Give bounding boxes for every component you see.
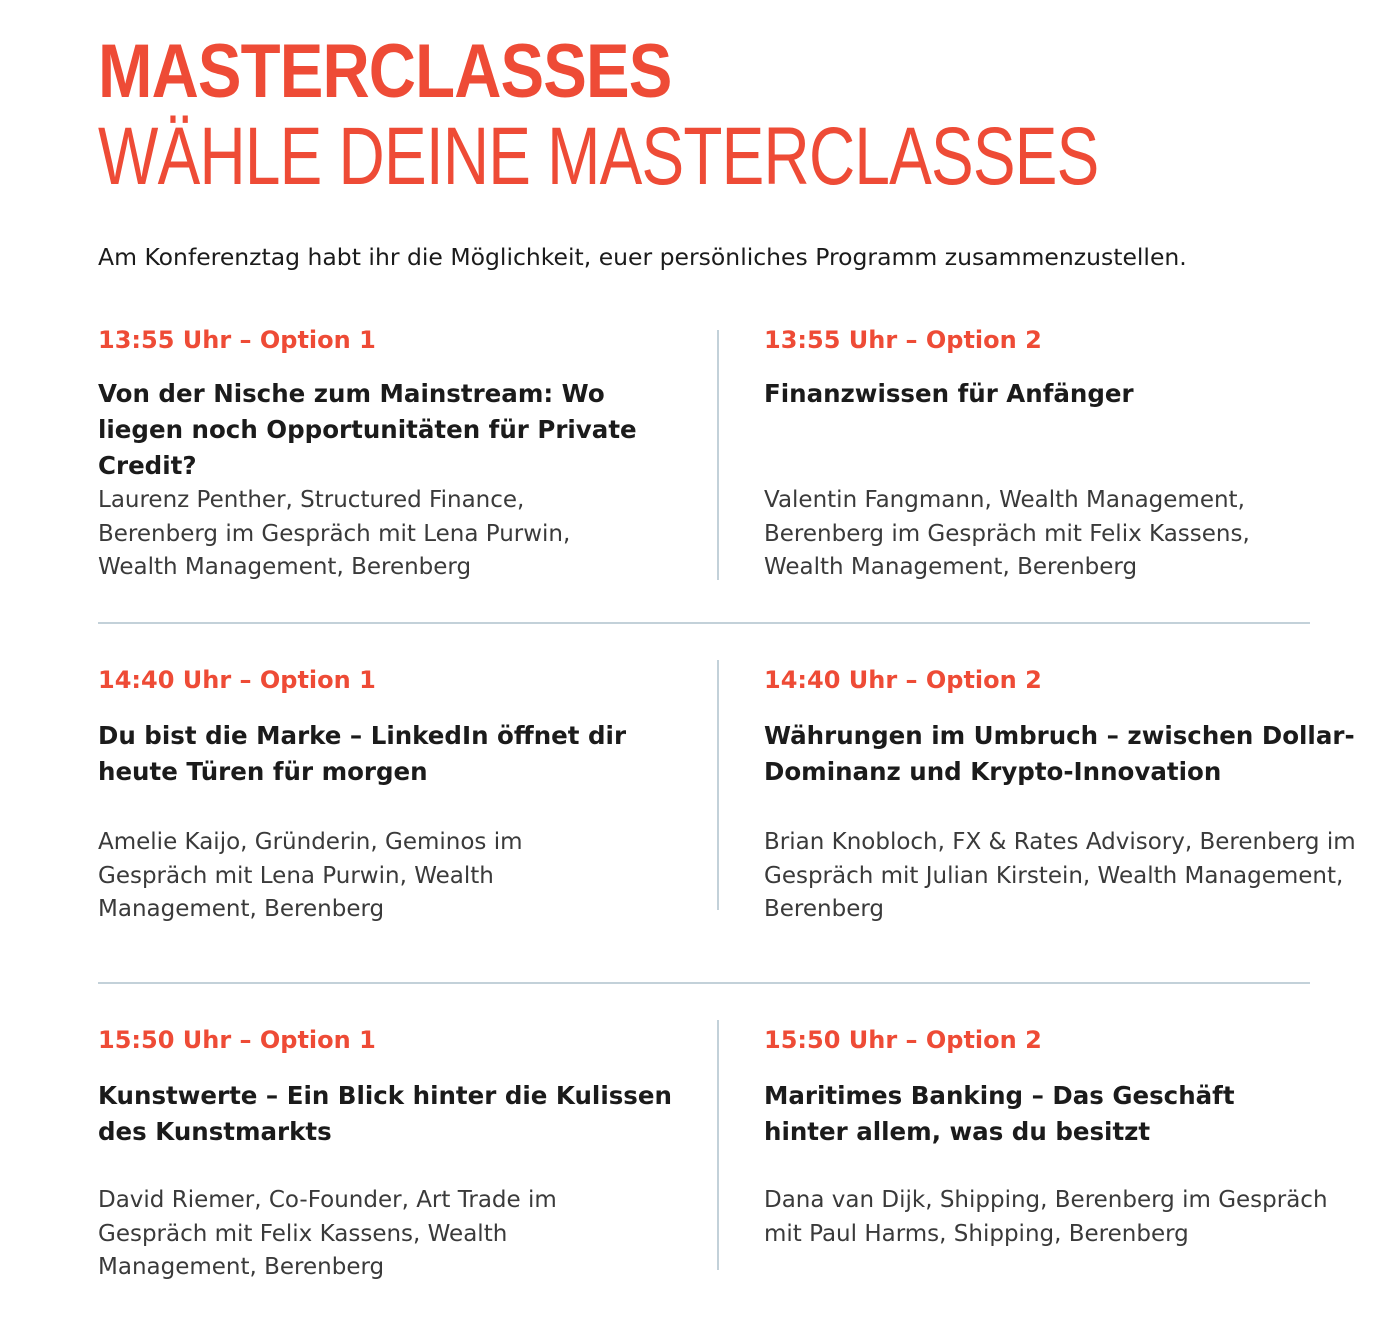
session-title: Von der Nische zum Mainstream: Wo liegen noch Opportunitäten für Private Credit?	[98, 379, 637, 480]
page-subtitle: WÄHLE DEINE MASTERCLASSES	[98, 111, 1099, 202]
row-divider	[98, 622, 1310, 624]
session-time: 13:55 Uhr – Option 2	[764, 326, 1042, 354]
intro-text: Am Konferenztag habt ihr die Möglichkeit, euer persönliches Programm zusammenzustellen.	[98, 243, 1187, 271]
column-divider	[717, 660, 719, 910]
session-speakers: Amelie Kaijo, Gründerin, Geminos im Gespräch mit Lena Purwin, Wealth Management, Berenberg	[98, 829, 523, 922]
session-title: Du bist die Marke – LinkedIn öffnet dir heute Türen für morgen	[98, 721, 627, 786]
column-divider	[717, 1020, 719, 1270]
session-time: 14:40 Uhr – Option 1	[98, 666, 376, 694]
session-title: Währungen im Umbruch – zwischen Dollar-Dominanz und Krypto-Innovation	[764, 721, 1355, 786]
session-title: Maritimes Banking – Das Geschäft hinter allem, was du besitzt	[764, 1081, 1235, 1146]
session-speakers: Dana van Dijk, Shipping, Berenberg im Gespräch mit Paul Harms, Shipping, Berenberg	[764, 1187, 1328, 1247]
session-speakers: Laurenz Penther, Structured Finance, Berenberg im Gespräch mit Lena Purwin, Wealth Management, Berenberg	[98, 487, 571, 580]
row-divider	[98, 982, 1310, 984]
session-1550-option-1	[98, 1024, 698, 1294]
session-1355-option-1	[98, 324, 698, 584]
session-1355-option-2	[764, 324, 1364, 584]
page-title: MASTERCLASSES	[98, 29, 672, 114]
session-title: Finanzwissen für Anfänger	[764, 379, 1134, 408]
session-title: Kunstwerte – Ein Blick hinter die Kulissen des Kunstmarkts	[98, 1081, 672, 1146]
session-time: 13:55 Uhr – Option 1	[98, 326, 376, 354]
session-1550-option-2	[764, 1024, 1364, 1294]
session-time: 14:40 Uhr – Option 2	[764, 666, 1042, 694]
column-divider	[717, 330, 719, 580]
session-1440-option-2	[764, 664, 1364, 934]
session-speakers: Valentin Fangmann, Wealth Management, Berenberg im Gespräch mit Felix Kassens, Wealth Management, Berenberg	[764, 487, 1250, 580]
session-speakers: Brian Knobloch, FX & Rates Advisory, Berenberg im Gespräch mit Julian Kirstein, Wealth Management, Berenberg	[764, 829, 1356, 922]
session-time: 15:50 Uhr – Option 1	[98, 1026, 376, 1054]
session-time: 15:50 Uhr – Option 2	[764, 1026, 1042, 1054]
session-1440-option-1	[98, 664, 698, 934]
session-speakers: David Riemer, Co-Founder, Art Trade im Gespräch mit Felix Kassens, Wealth Management, Berenberg	[98, 1187, 557, 1280]
